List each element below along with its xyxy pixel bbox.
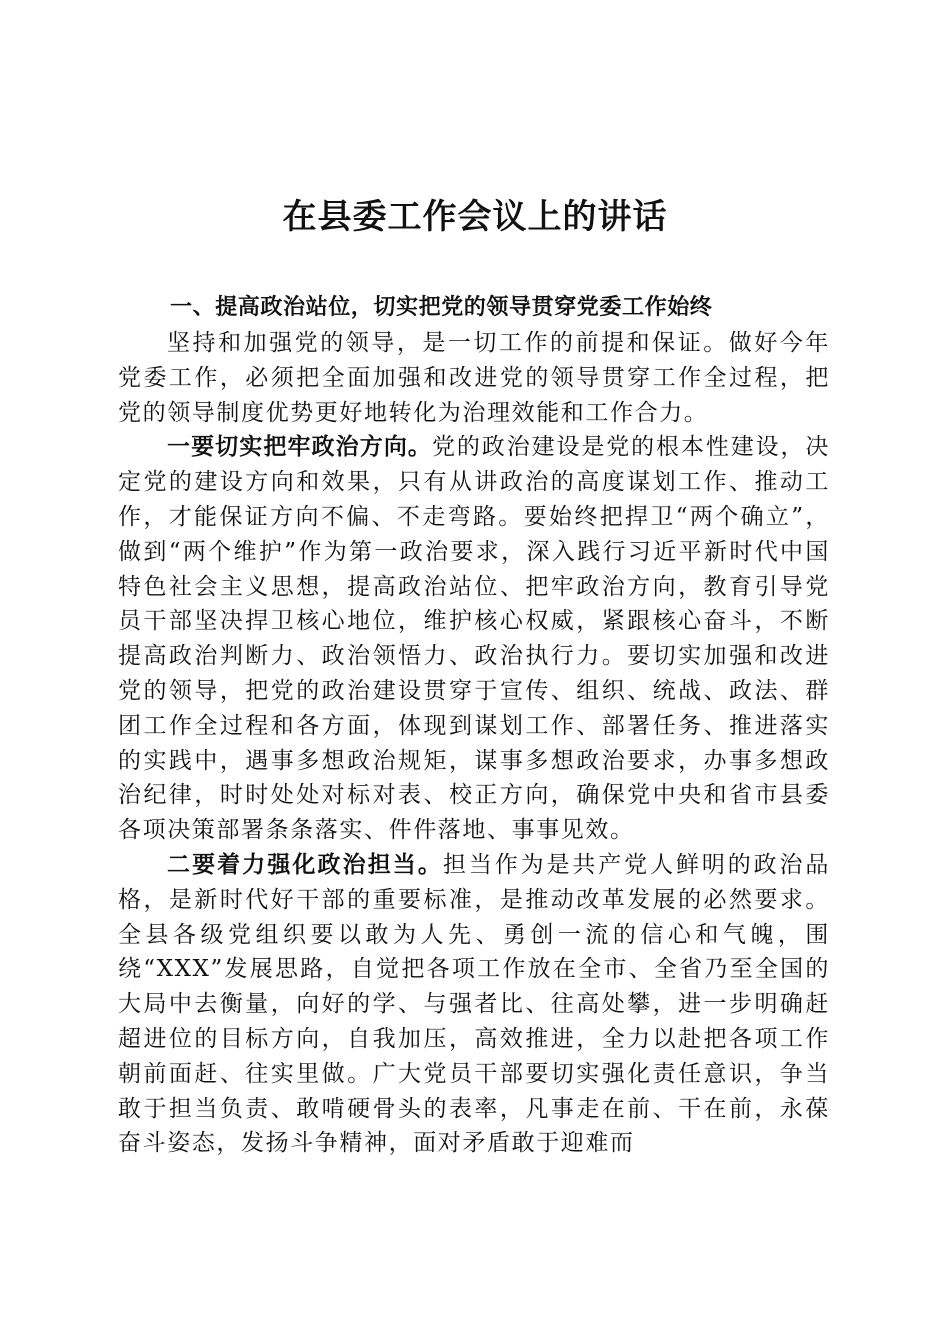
paragraph-text: 担当作为是共产党人鲜明的政治品格，是新时代好干部的重要标准，是推动改革发展的必然要求。全县各级党组织要以敢为人先、勇创一流的信心和气魄，围绕“XXX”发展思路，自觉把各项工作放在全市、全省乃至全国的大局中去衡量，向好的学、与强者比、往高处攀，进一步明确赶超进位的目标方向，自我加压，高效推进，全力以赴把各项工作朝前面赶、往实里做。广大党员干部要切实强化责任意识，争当敢于担当负责、敢啃硬骨头的表率，凡事走在前、干在前，永葆奋斗姿态，发扬斗争精神，面对矛盾敢于迎难而 (118, 851, 830, 1157)
paragraph-intro (118, 326, 830, 430)
paragraph-political-direction (118, 430, 830, 848)
section-heading: 一、提高政治站位，切实把党的领导贯穿党委工作始终 (170, 295, 713, 320)
paragraph-lead-heading: 一要切实把牢政治方向。 (167, 434, 433, 461)
paragraph-lead-heading: 二要着力强化政治担当。 (167, 851, 443, 878)
paragraph-text: 党的政治建设是党的根本性建设，决定党的建设方向和效果，只有从讲政治的高度谋划工作、推动工作，才能保证方向不偏、不走弯路。要始终把捍卫“两个确立”，做到“两个维护”作为第一政治要求，深入践行习近平新时代中国特色社会主义思想，提高政治站位、把牢政治方向，教育引导党员干部坚决捍卫核心地位，维护核心权威，紧跟核心奋斗，不断提高政治判断力、政治领悟力、政治执行力。要切实加强和改进党的领导，把党的政治建设贯穿于宣传、组织、统战、政法、群团工作全过程和各方面，体现到谋划工作、部署任务、推进落实的实践中，遇事多想政治规矩，谋事多想政治要求，办事多想政治纪律，时时处处对标对表、校正方向，确保党中央和省市县委各项决策部署条条落实、件件落地、事事见效。 (118, 434, 830, 844)
document-title: 在县委工作会议上的讲话 (282, 197, 668, 237)
paragraph-political-responsibility (118, 848, 830, 1161)
document-body (118, 290, 830, 1161)
paragraph-text: 坚持和加强党的领导，是一切工作的前提和保证。做好今年党委工作，必须把全面加强和改进党的领导贯穿工作全过程，把党的领导制度优势更好地转化为治理效能和工作合力。 (118, 330, 830, 426)
